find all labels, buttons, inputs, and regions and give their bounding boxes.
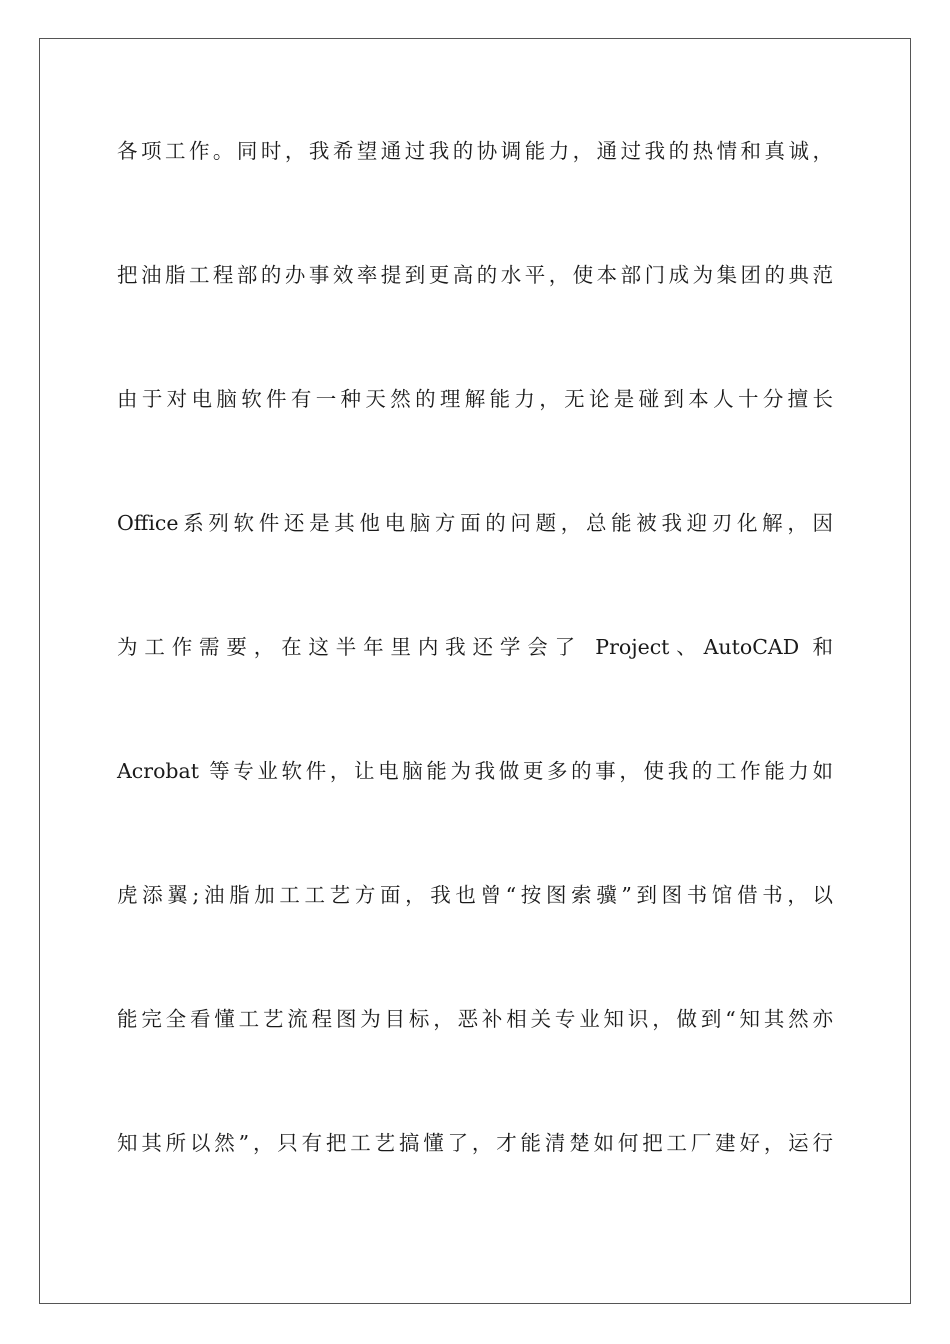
text-line-9: 知其所以然”，只有把工艺搞懂了，才能清楚如何把工厂建好，运行 bbox=[117, 1131, 833, 1155]
text-line-7: 虎添翼;油脂加工工艺方面，我也曾“按图索骥”到图书馆借书，以 bbox=[117, 883, 833, 907]
text-line-2: 把油脂工程部的办事效率提到更高的水平，使本部门成为集团的典范 bbox=[117, 263, 833, 287]
body-text bbox=[117, 131, 833, 1164]
text-line-1: 各项工作。同时，我希望通过我的协调能力，通过我的热情和真诚， bbox=[117, 139, 833, 163]
text-line-4: Office系列软件还是其他电脑方面的问题，总能被我迎刃化解，因 bbox=[117, 511, 833, 535]
text-line-8: 能完全看懂工艺流程图为目标，恶补相关专业知识，做到“知其然亦 bbox=[117, 1007, 833, 1031]
text-line-6: Acrobat 等专业软件，让电脑能为我做更多的事，使我的工作能力如 bbox=[117, 759, 833, 783]
text-line-5: 为工作需要，在这半年里内我还学会了 Project、AutoCAD 和 bbox=[117, 635, 833, 659]
text-line-3: 由于对电脑软件有一种天然的理解能力，无论是碰到本人十分擅长 bbox=[117, 387, 833, 411]
